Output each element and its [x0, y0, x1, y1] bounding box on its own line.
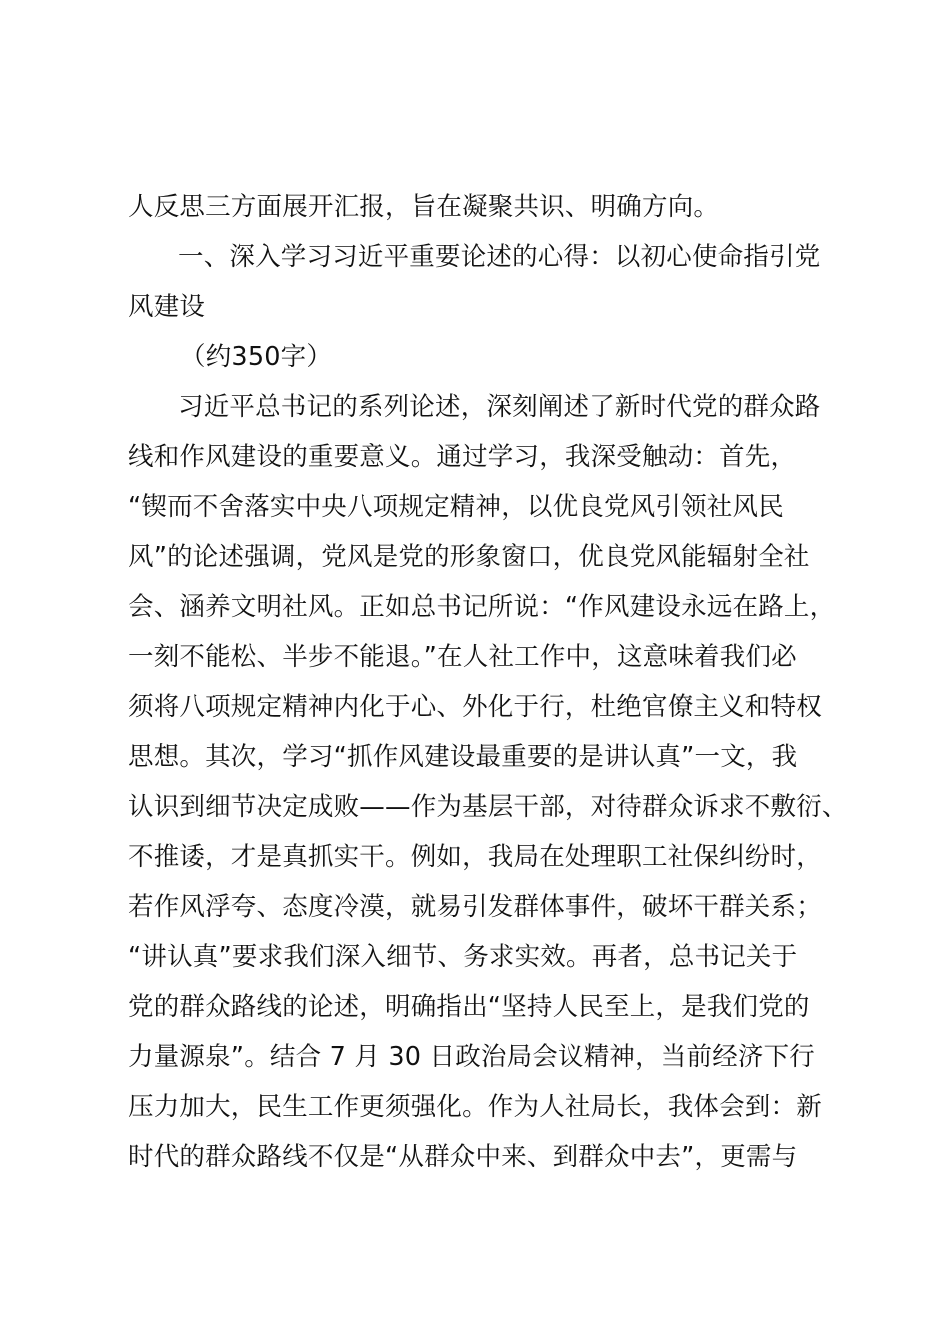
section-heading: 一、深入学习习近平重要论述的心得：以初心使命指引党 [178, 242, 821, 272]
paragraph-line: 一刻不能松、半步不能退。”在人社工作中，这意味着我们必 [128, 642, 797, 672]
paragraph-line: 须将八项规定精神内化于心、外化于行，杜绝官僚主义和特权 [128, 692, 822, 722]
section-heading-continued: 风建设 [128, 292, 206, 322]
paragraph-line: 时代的群众路线不仅是“从群众中来、到群众中去”，更需与 [128, 1142, 798, 1172]
paragraph-line: 思想。其次，学习“抓作风建设最重要的是讲认真”一文，我 [128, 742, 798, 772]
paragraph-line: 风”的论述强调，党风是党的形象窗口，优良党风能辐射全社 [128, 542, 810, 572]
paragraph-line: “讲认真”要求我们深入细节、务求实效。再者，总书记关于 [128, 942, 798, 972]
text-line: 人反思三方面展开汇报，旨在凝聚共识、明确方向。 [128, 192, 720, 222]
paragraph-line: 会、涵养文明社风。正如总书记所说：“作风建设永远在路上， [128, 592, 836, 622]
paragraph-line: “锲而不舍落实中央八项规定精神，以优良党风引领社风民 [128, 492, 784, 522]
paragraph-line: 压力加大，民生工作更须强化。作为人社局长，我体会到：新 [128, 1092, 822, 1122]
paragraph-line: 若作风浮夸、态度冷漠，就易引发群体事件，破坏干群关系； [128, 892, 822, 922]
paragraph-line: 党的群众路线的论述，明确指出“坚持人民至上，是我们党的 [128, 992, 810, 1022]
paragraph-line: 认识到细节决定成败——作为基层干部，对待群众诉求不敷衍、 [128, 792, 848, 822]
paragraph-line: 线和作风建设的重要意义。通过学习，我深受触动：首先， [128, 442, 797, 472]
word-count-note: （约350字） [180, 342, 333, 372]
paragraph-line: 不推诿，才是真抓实干。例如，我局在处理职工社保纠纷时， [128, 842, 822, 872]
paragraph-line: 力量源泉”。结合 7 月 30 日政治局会议精神，当前经济下行 [128, 1042, 816, 1072]
paragraph-line: 习近平总书记的系列论述，深刻阐述了新时代党的群众路 [178, 392, 821, 422]
